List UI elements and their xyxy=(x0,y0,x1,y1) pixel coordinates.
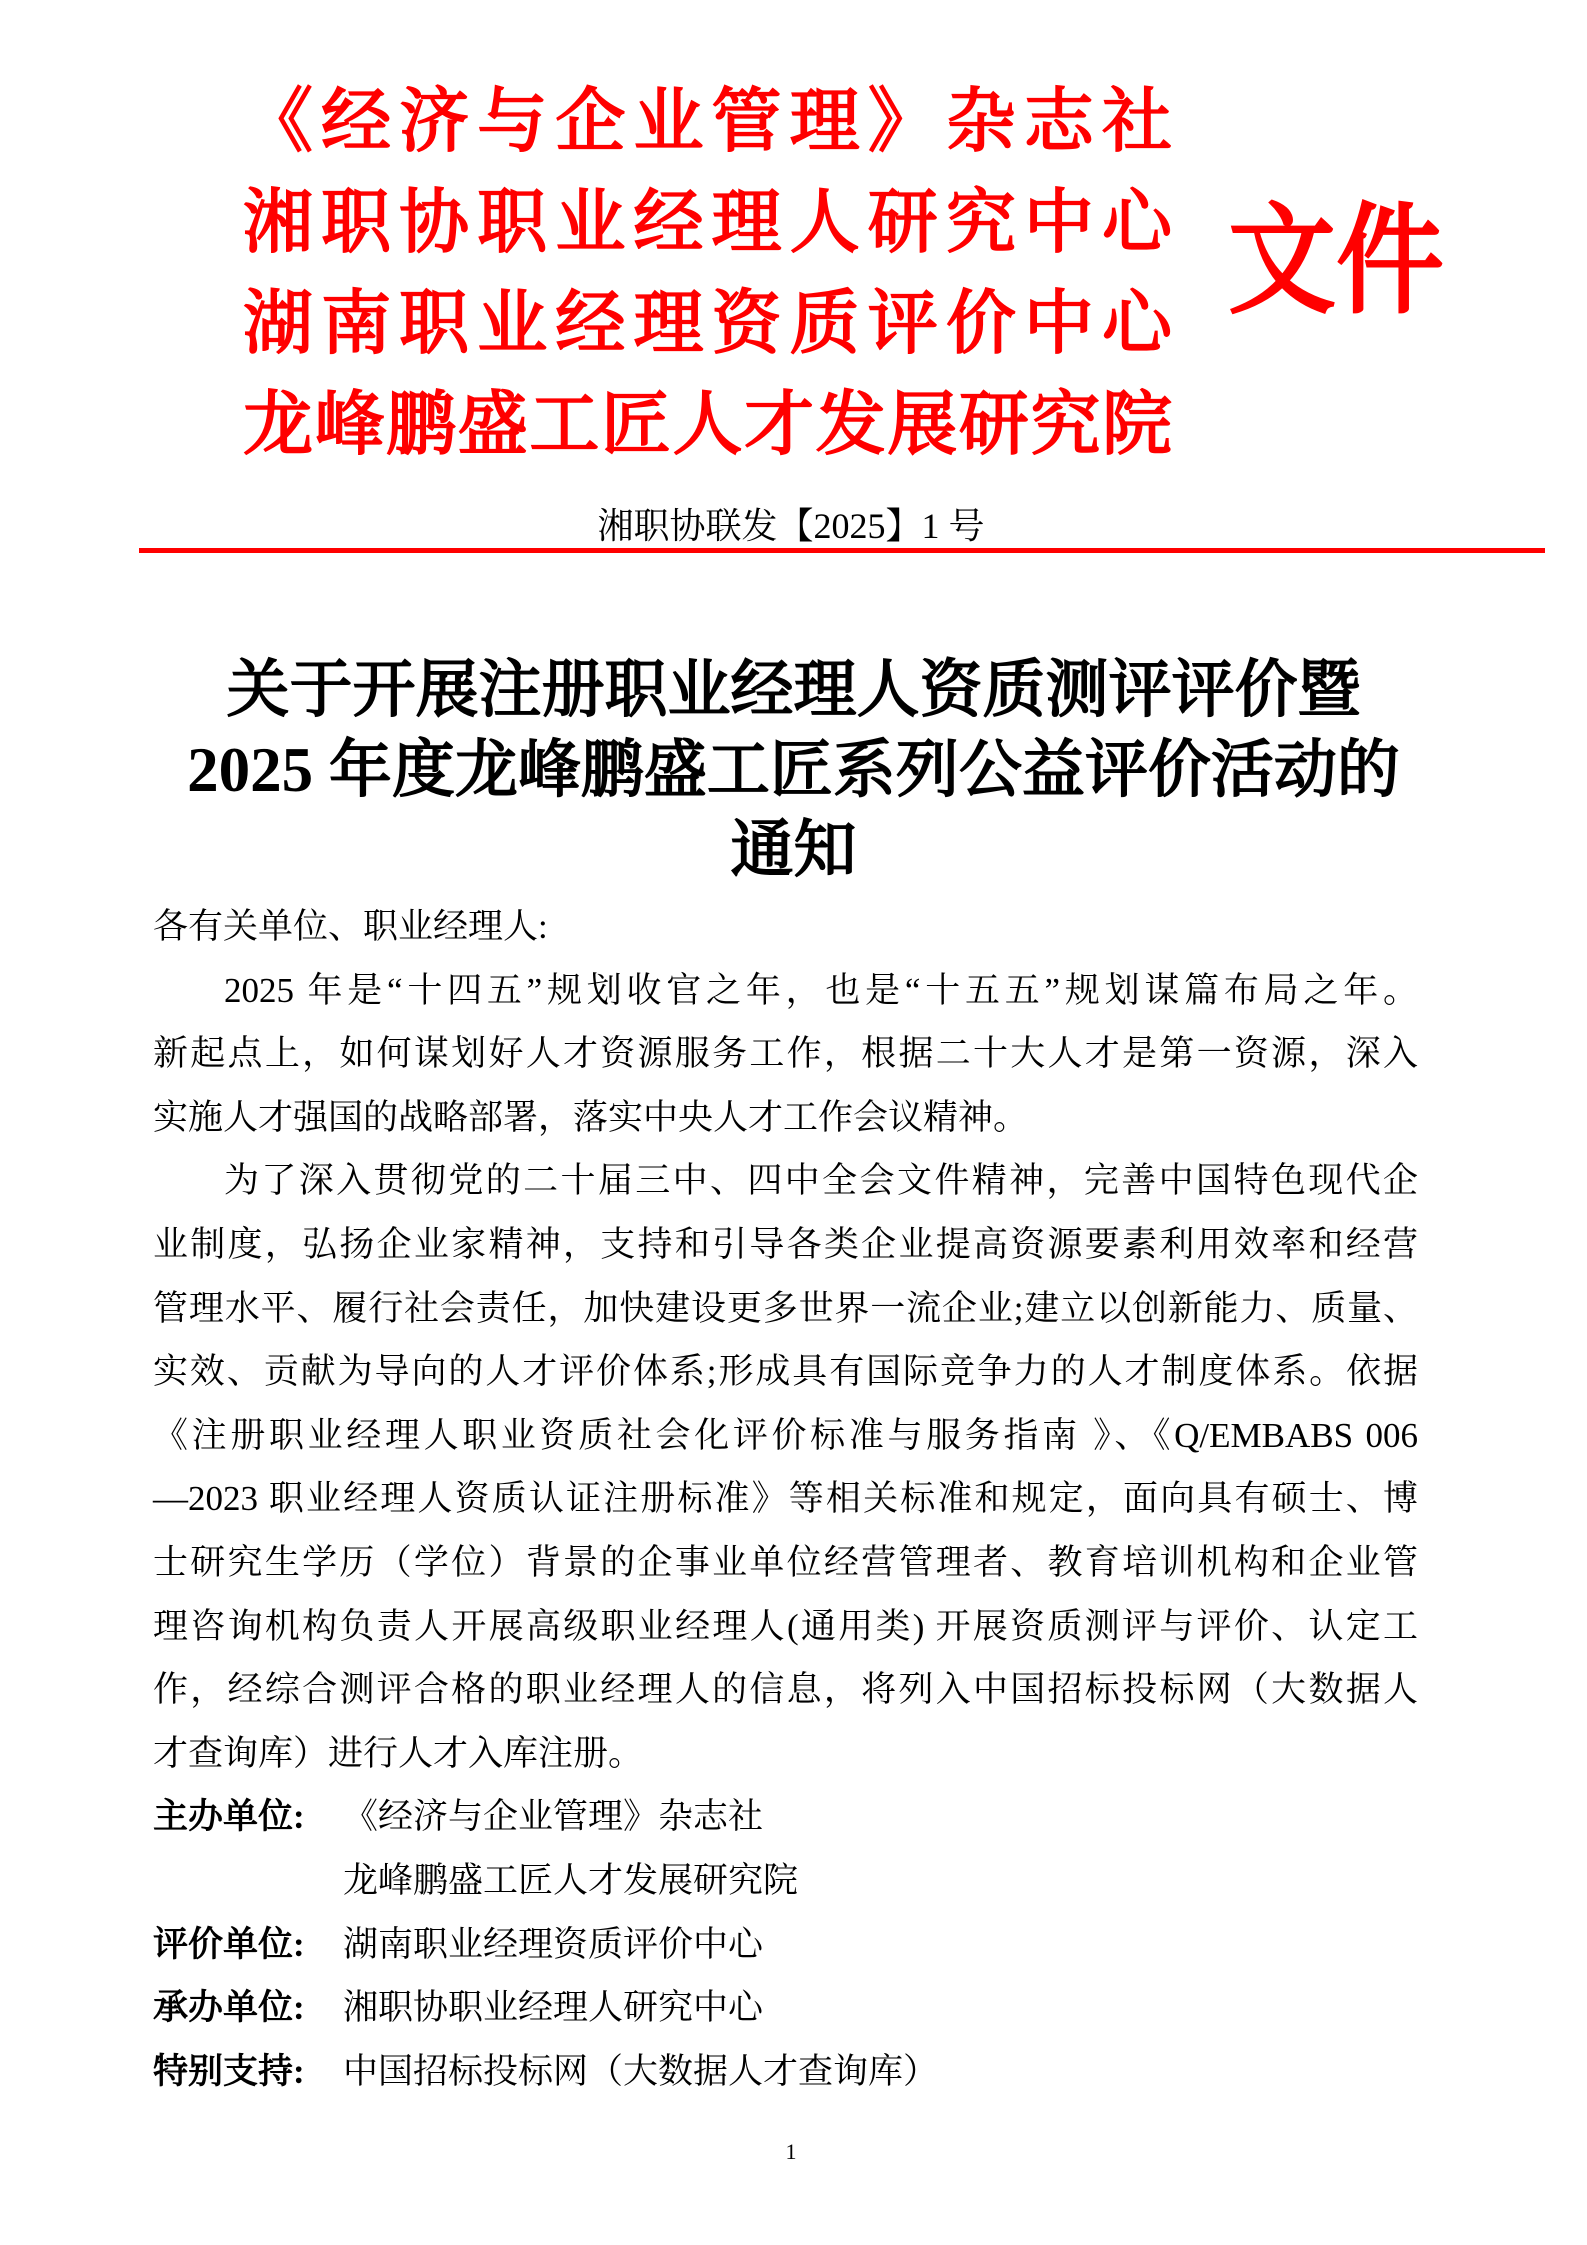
paragraph xyxy=(153,959,1418,1150)
paragraph-line: 《注册职业经理人职业资质社会化评价标准与服务指南 》、《Q/EMBABS 006 xyxy=(153,1415,1418,1455)
organizer-row xyxy=(153,1785,1418,1912)
paragraph xyxy=(153,1149,1418,1785)
organizer-values xyxy=(343,1785,1418,1912)
issuer-list xyxy=(243,72,1172,476)
organizer-value: 湘职协职业经理人研究中心 xyxy=(343,1988,764,2028)
paragraph-line: 实施人才强国的战略部署，落实中央人才工作会议精神。 xyxy=(153,1097,1029,1137)
document-number: 湘职协联发【2025】1 号 xyxy=(597,506,985,546)
issuer-name: 湘职协职业经理人研究中心 xyxy=(243,185,1172,262)
organizer-values xyxy=(343,1976,1418,2040)
organizer-label: 主办单位: xyxy=(153,1797,305,1837)
page-number: 1 xyxy=(785,2139,797,2164)
paragraph-line: 2025 年是“十四五”规划收官之年，也是“十五五”规划谋篇布局之年。 xyxy=(224,970,1418,1010)
issuer-name: 龙峰鹏盛工匠人才发展研究院 xyxy=(243,387,1172,464)
title-line: 2025 年度龙峰鹏盛工匠系列公益评价活动的 xyxy=(187,735,1400,805)
organizer-values xyxy=(343,1913,1418,1977)
title-line: 通知 xyxy=(730,815,857,885)
organizer-value: 中国招标投标网（大数据人才查询库） xyxy=(343,2051,939,2091)
paragraph-line: 实效、贡献为导向的人才评价体系;形成具有国际竞争力的人才制度体系。依据 xyxy=(153,1352,1418,1392)
document-label: 文件 xyxy=(1228,195,1444,328)
issuer-name: 湖南职业经理资质评价中心 xyxy=(243,286,1172,363)
title-line: 关于开展注册职业经理人资质测评评价暨 xyxy=(226,655,1361,725)
notice-body xyxy=(153,895,1418,2103)
organizer-label: 特别支持: xyxy=(153,2051,305,2091)
paragraph-line: 理咨询机构负责人开展高级职业经理人(通用类) 开展资质测评与评价、认定工 xyxy=(153,1606,1418,1646)
organizer-label: 评价单位: xyxy=(153,1924,305,1964)
paragraph-line: —2023 职业经理人资质认证注册标准》等相关标准和规定，面向具有硕士、博 xyxy=(153,1479,1418,1519)
organizer-label: 承办单位: xyxy=(153,1988,305,2028)
organizer-row xyxy=(153,2040,1418,2104)
paragraph-line: 业制度，弘扬企业家精神，支持和引导各类企业提高资源要素利用效率和经营 xyxy=(153,1224,1418,1264)
red-divider xyxy=(139,548,1545,553)
organizer-values xyxy=(343,2040,1418,2104)
salutation: 各有关单位、职业经理人: xyxy=(153,907,548,946)
notice-title xyxy=(0,650,1587,890)
organizer-value: 龙峰鹏盛工匠人才发展研究院 xyxy=(343,1860,799,1900)
paragraph-line: 士研究生学历（学位）背景的企事业单位经营管理者、教育培训机构和企业管 xyxy=(153,1542,1418,1582)
paragraph-line: 为了深入贯彻党的二十届三中、四中全会文件精神，完善中国特色现代企 xyxy=(224,1161,1418,1201)
paragraph-line: 才查询库）进行人才入库注册。 xyxy=(153,1733,644,1773)
organizer-row xyxy=(153,1976,1418,2040)
issuer-name: 《经济与企业管理》杂志社 xyxy=(243,84,1172,161)
organizer-value: 《经济与企业管理》杂志社 xyxy=(343,1797,764,1837)
organizer-value: 湖南职业经理资质评价中心 xyxy=(343,1924,764,1964)
paragraph-line: 管理水平、履行社会责任，加快建设更多世界一流企业;建立以创新能力、质量、 xyxy=(153,1288,1418,1328)
organizer-row xyxy=(153,1913,1418,1977)
paragraph-line: 作，经综合测评合格的职业经理人的信息，将列入中国招标投标网（大数据人 xyxy=(153,1670,1418,1710)
paragraph-line: 新起点上，如何谋划好人才资源服务工作，根据二十大人才是第一资源，深入 xyxy=(153,1034,1418,1074)
